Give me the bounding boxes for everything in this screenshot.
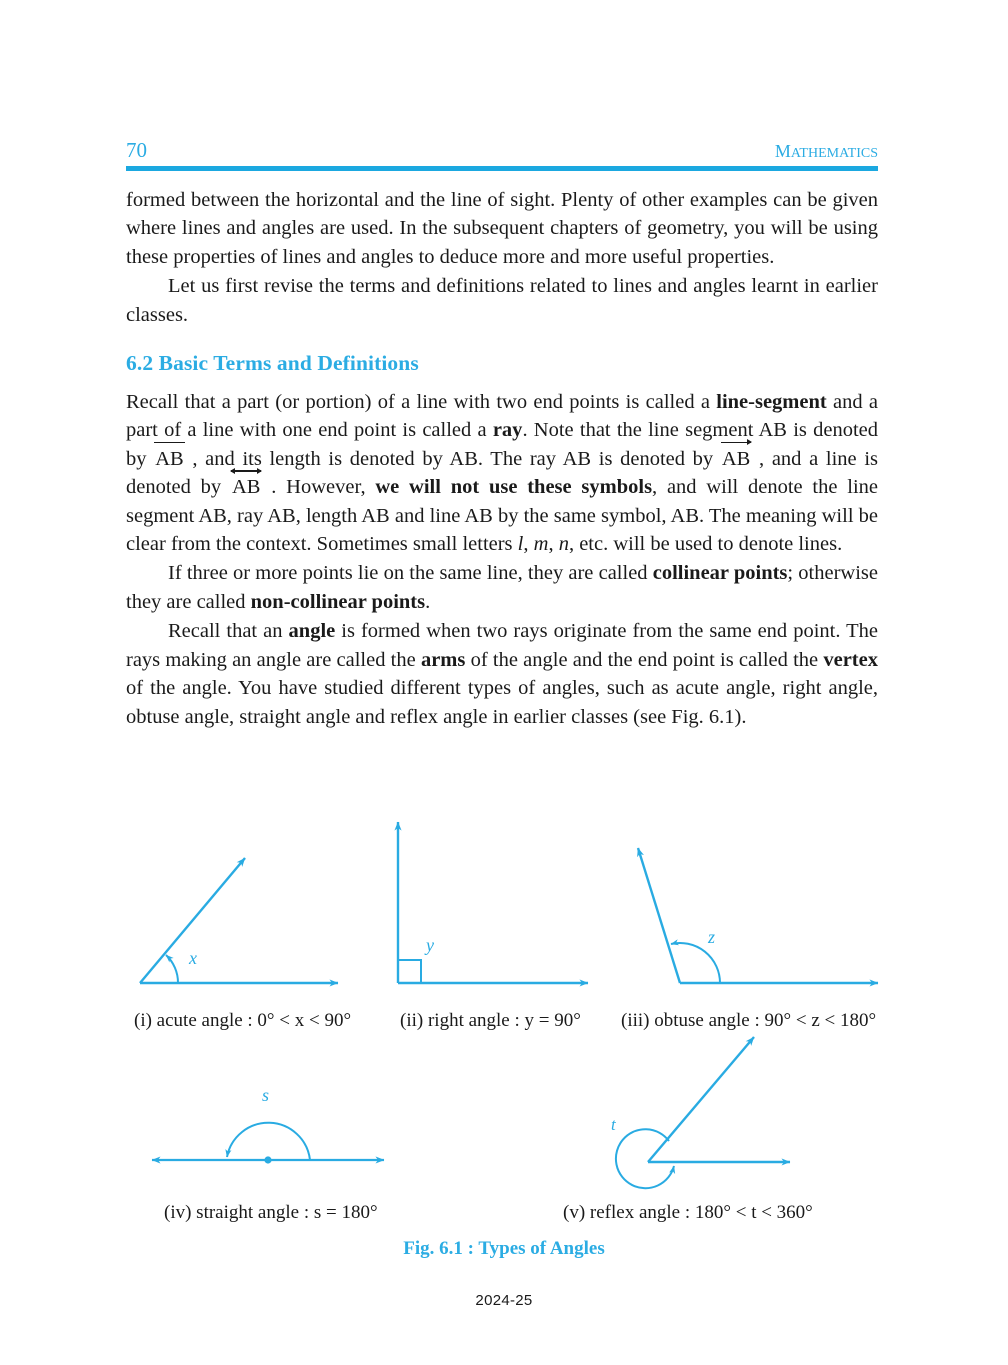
right-angle-diagram: [398, 822, 588, 983]
variable-l: l: [517, 533, 524, 556]
angle-diagrams-svg: [0, 812, 1008, 1262]
reflex-diagonal-ray: [648, 1037, 754, 1162]
right-angle-label: y: [426, 935, 434, 955]
figure-6-1: [0, 812, 1008, 1262]
paragraph-intro: formed between the horizontal and the line of sight. Plenty of other examples can be given where lines and angles are used. In the subsequent chapters of geometry, you will be using these properties of lines and angles to deduce more and more useful properties.: [126, 189, 878, 268]
term-arms: arms: [420, 648, 466, 671]
obtuse-open-ray: [638, 848, 680, 983]
paragraph-revise: Let us first revise the terms and definitions related to lines and angles learnt in earlier classes.: [126, 275, 878, 326]
term-ray: ray: [492, 419, 523, 442]
text-run: , and a line is denoted by: [126, 447, 878, 499]
caption-reflex-angle: (v) reflex angle : 180° < t < 360°: [563, 1202, 813, 1223]
paragraph-angle: [126, 617, 878, 731]
text-run: . However,: [261, 476, 376, 499]
section-heading: 6.2 Basic Terms and Definitions: [126, 351, 419, 376]
term-no-symbols: we will not use these symbols: [375, 476, 653, 499]
line-notation-ab: [231, 473, 261, 501]
text-run: , and will denote the line segment AB, ray AB, length AB and line AB by the same symbol, AB. The meaning will be clear from the context. Sometimes small letters: [126, 476, 878, 556]
text-run: ,: [548, 533, 559, 556]
term-angle: angle: [288, 620, 336, 643]
notation-letters: AB: [155, 447, 184, 470]
reflex-angle-arc: [616, 1129, 674, 1188]
caption-acute-angle: (i) acute angle : 0° < x < 90°: [134, 1010, 352, 1031]
text-run: Recall that a part (or portion) of a line with two end points is called a: [126, 391, 717, 414]
acute-angle-diagram: [140, 858, 338, 983]
line-arrow-bar: [231, 470, 261, 471]
term-line-segment: line-segment: [716, 391, 827, 414]
header-rule: [126, 166, 878, 171]
term-vertex: vertex: [823, 648, 878, 671]
text-run: of the angle and the end point is called the: [465, 648, 824, 671]
text-run: , etc. will be used to denote lines.: [568, 533, 843, 556]
obtuse-angle-label: z: [708, 927, 716, 947]
variable-m: m: [533, 533, 549, 556]
caption-obtuse-angle: (iii) obtuse angle : 90° < z < 180°: [621, 1010, 877, 1031]
notation-letters: AB: [231, 476, 261, 499]
text-run: .: [425, 590, 431, 613]
ray-arrow-bar: [721, 442, 751, 443]
text-run: ; otherwise they are called: [126, 562, 879, 613]
paragraph-collinear: [126, 559, 878, 616]
page-content: [126, 186, 878, 731]
variable-n: n: [558, 533, 569, 556]
running-head-rest: ATHEMATICS: [790, 146, 878, 161]
overline-bar: [154, 442, 184, 443]
text-run: Recall that an: [168, 620, 289, 643]
caption-right-angle: (ii) right angle : y = 90°: [400, 1010, 581, 1031]
straight-vertex-dot: [264, 1156, 271, 1163]
paragraph-definitions: [126, 388, 878, 558]
straight-angle-label: s: [262, 1085, 270, 1105]
term-non-collinear-points: non-collinear points: [250, 590, 426, 613]
notation-letters: AB: [721, 447, 751, 470]
term-collinear-points: collinear points: [652, 562, 788, 585]
acute-angle-arc: [166, 955, 178, 983]
straight-angle-diagram: [152, 1085, 384, 1164]
text-run: of the angle. You have studied different types of angles, such as acute angle, right angle, obtuse angle, straight angle and reflex angle in earlier classes (see Fig. 6.1).: [126, 677, 878, 728]
running-head-first-letter: M: [774, 141, 791, 161]
text-run: , and its length is denoted by AB. The ray AB is denoted by: [184, 447, 721, 470]
figure-title: Fig. 6.1 : Types of Angles: [403, 1238, 605, 1259]
right-angle-square: [398, 960, 421, 983]
page-number: 70: [126, 138, 147, 162]
reflex-angle-label: t: [611, 1115, 616, 1134]
text-run: is formed when two rays originate from the same end point. The rays making an angle are called the: [126, 620, 879, 671]
text-run: ,: [523, 533, 534, 556]
straight-angle-arc: [227, 1123, 310, 1160]
text-run: and a part of a line with one end point is called a: [126, 391, 879, 442]
reflex-angle-diagram: [611, 1037, 790, 1188]
page-footer-year: 2024-25: [475, 1292, 533, 1309]
running-head: [775, 142, 878, 163]
segment-notation-ab: [154, 445, 184, 473]
ray-notation-ab: [721, 445, 751, 473]
obtuse-angle-diagram: [638, 848, 878, 983]
caption-straight-angle: (iv) straight angle : s = 180°: [164, 1202, 378, 1223]
acute-angle-label: x: [189, 948, 197, 968]
text-run: If three or more points lie on the same line, they are called: [168, 562, 653, 585]
text-run: . Note that the line segment AB is denoted by: [126, 419, 879, 470]
